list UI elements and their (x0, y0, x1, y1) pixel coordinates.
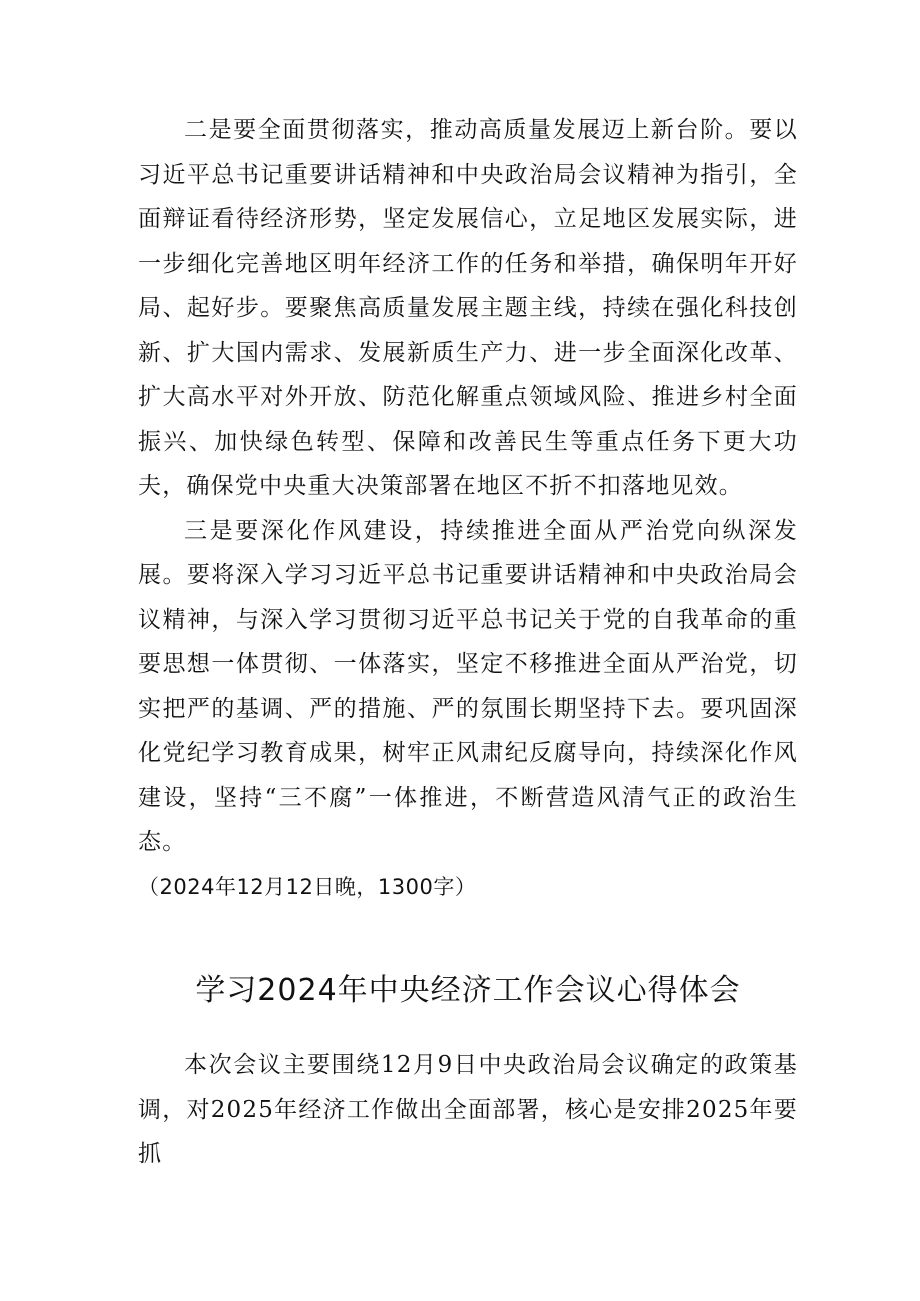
document-page (138, 108, 798, 1177)
article-title: 学习2024年中央经济工作会议心得体会 (195, 973, 741, 1008)
paragraph-three: 三是要深化作风建设，持续推进全面从严治党向纵深发展。要将深入学习习近平总书记重要讲话精神和中央政治局会议精神，与深入学习贯彻习近平总书记关于党的自我革命的重要思想一体贯彻、一体落实，坚定不移推进全面从严治党，切实把严的基调、严的措施、严的氛围长期坚持下去。要巩固深化党纪学习教育成果，树牢正风肃纪反腐导向，持续深化作风建设，坚持“三不腐”一体推进，不断营造风清气正的政治生态。 (138, 517, 798, 855)
article-intro-paragraph: 本次会议主要围绕12月9日中央政治局会议确定的政策基调，对2025年经济工作做出全面部署，核心是安排2025年要抓 (138, 1052, 798, 1167)
paragraph-two: 二是要全面贯彻落实，推动高质量发展迈上新台阶。要以习近平总书记重要讲话精神和中央政治局会议精神为指引，全面辩证看待经济形势，坚定发展信心，立足地区发展实际，进一步细化完善地区明年经济工作的任务和举措，确保明年开好局、起好步。要聚焦高质量发展主题主线，持续在强化科技创新、扩大国内需求、发展新质生产力、进一步全面深化改革、扩大高水平对外开放、防范化解重点领域风险、推进乡村全面振兴、加快绿色转型、保障和改善民生等重点任务下更大功夫，确保党中央重大决策部署在地区不折不扣落地见效。 (138, 117, 798, 499)
date-wordcount-note: （2024年12月12日晚，1300字） (138, 874, 477, 899)
